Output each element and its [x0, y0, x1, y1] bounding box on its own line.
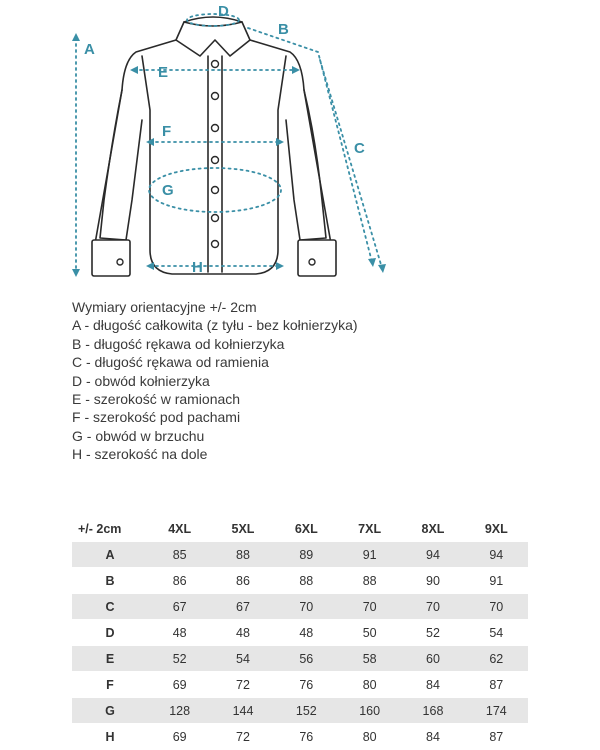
table-cell: 84 — [401, 724, 464, 750]
table-cell: 94 — [465, 542, 528, 568]
measurement-legend — [72, 298, 358, 464]
table-cell: 85 — [148, 542, 211, 568]
table-cell: 70 — [275, 594, 338, 620]
table-cell: 144 — [211, 698, 274, 724]
table-cell: 52 — [401, 620, 464, 646]
table-cell: 48 — [148, 620, 211, 646]
column-header: 4XL — [168, 522, 192, 536]
row-label: F — [72, 672, 148, 698]
table-cell: 80 — [338, 724, 401, 750]
table-cell: 87 — [465, 724, 528, 750]
legend-item-e: E - szerokość w ramionach — [72, 391, 241, 408]
legend-item-d: D - obwód kołnierzyka — [72, 372, 210, 389]
row-label: C — [72, 594, 148, 620]
table-row — [72, 594, 528, 620]
table-cell: 48 — [211, 620, 274, 646]
column-header: 8XL — [421, 522, 445, 536]
table-cell: 87 — [465, 672, 528, 698]
table-cell: 90 — [401, 568, 464, 594]
table-cell: 86 — [148, 568, 211, 594]
table-cell: 80 — [338, 672, 401, 698]
table-cell: 70 — [338, 594, 401, 620]
table-cell: 69 — [148, 724, 211, 750]
shirt-outline — [92, 17, 336, 276]
legend-item-b: B - długość rękawa od kołnierzyka — [72, 335, 285, 352]
table-cell: 94 — [401, 542, 464, 568]
column-header: 9XL — [484, 522, 508, 536]
table-cell: 168 — [401, 698, 464, 724]
table-cell: 76 — [275, 724, 338, 750]
table-cell: 128 — [148, 698, 211, 724]
table-row — [72, 646, 528, 672]
table-cell: 76 — [275, 672, 338, 698]
label-g: G — [162, 182, 174, 199]
legend-intro: Wymiary orientacyjne +/- 2cm — [72, 299, 257, 315]
label-c: C — [354, 140, 365, 157]
table-cell: 84 — [401, 672, 464, 698]
table-cell: 60 — [401, 646, 464, 672]
table-row — [72, 672, 528, 698]
row-label: G — [72, 698, 148, 724]
label-h: H — [192, 259, 203, 276]
table-cell: 69 — [148, 672, 211, 698]
table-cell: 54 — [465, 620, 528, 646]
table-cell: 52 — [148, 646, 211, 672]
table-cell: 91 — [338, 542, 401, 568]
column-header: 5XL — [231, 522, 255, 536]
table-cell: 67 — [148, 594, 211, 620]
label-b: B — [278, 21, 289, 38]
label-f: F — [162, 123, 172, 140]
label-e: E — [158, 64, 169, 81]
row-label: E — [72, 646, 148, 672]
size-table — [72, 516, 528, 750]
table-row — [72, 698, 528, 724]
legend-item-a: A - długość całkowita (z tyłu - bez kołnierzyka) — [72, 317, 358, 334]
table-cell: 54 — [211, 646, 274, 672]
table-row — [72, 542, 528, 568]
row-label: D — [72, 620, 148, 646]
table-cell: 160 — [338, 698, 401, 724]
table-header-row — [72, 516, 528, 542]
row-label: B — [72, 568, 148, 594]
table-cell: 50 — [338, 620, 401, 646]
table-cell: 88 — [211, 542, 274, 568]
table-cell: 152 — [275, 698, 338, 724]
shirt-measurement-diagram — [0, 0, 600, 290]
table-cell: 174 — [465, 698, 528, 724]
table-cell: 70 — [401, 594, 464, 620]
label-a: A — [84, 41, 95, 58]
table-cell: 62 — [465, 646, 528, 672]
table-cell: 70 — [465, 594, 528, 620]
table-cell: 72 — [211, 724, 274, 750]
legend-item-g: G - obwód w brzuchu — [72, 427, 205, 444]
table-cell: 72 — [211, 672, 274, 698]
row-label: A — [72, 542, 148, 568]
table-row — [72, 620, 528, 646]
table-row — [72, 724, 528, 750]
table-corner-header: +/- 2cm — [78, 522, 122, 536]
table-cell: 88 — [275, 568, 338, 594]
table-cell: 89 — [275, 542, 338, 568]
table-cell: 48 — [275, 620, 338, 646]
legend-item-f: F - szerokość pod pachami — [72, 409, 241, 426]
column-header: 6XL — [294, 522, 318, 536]
table-cell: 58 — [338, 646, 401, 672]
legend-item-h: H - szerokość na dole — [72, 446, 208, 463]
table-row — [72, 568, 528, 594]
legend-item-c: C - długość rękawa od ramienia — [72, 354, 269, 371]
table-cell: 91 — [465, 568, 528, 594]
row-label: H — [72, 724, 148, 750]
column-header: 7XL — [358, 522, 382, 536]
label-d: D — [218, 3, 229, 20]
table-cell: 86 — [211, 568, 274, 594]
table-cell: 88 — [338, 568, 401, 594]
table-cell: 67 — [211, 594, 274, 620]
table-cell: 56 — [275, 646, 338, 672]
